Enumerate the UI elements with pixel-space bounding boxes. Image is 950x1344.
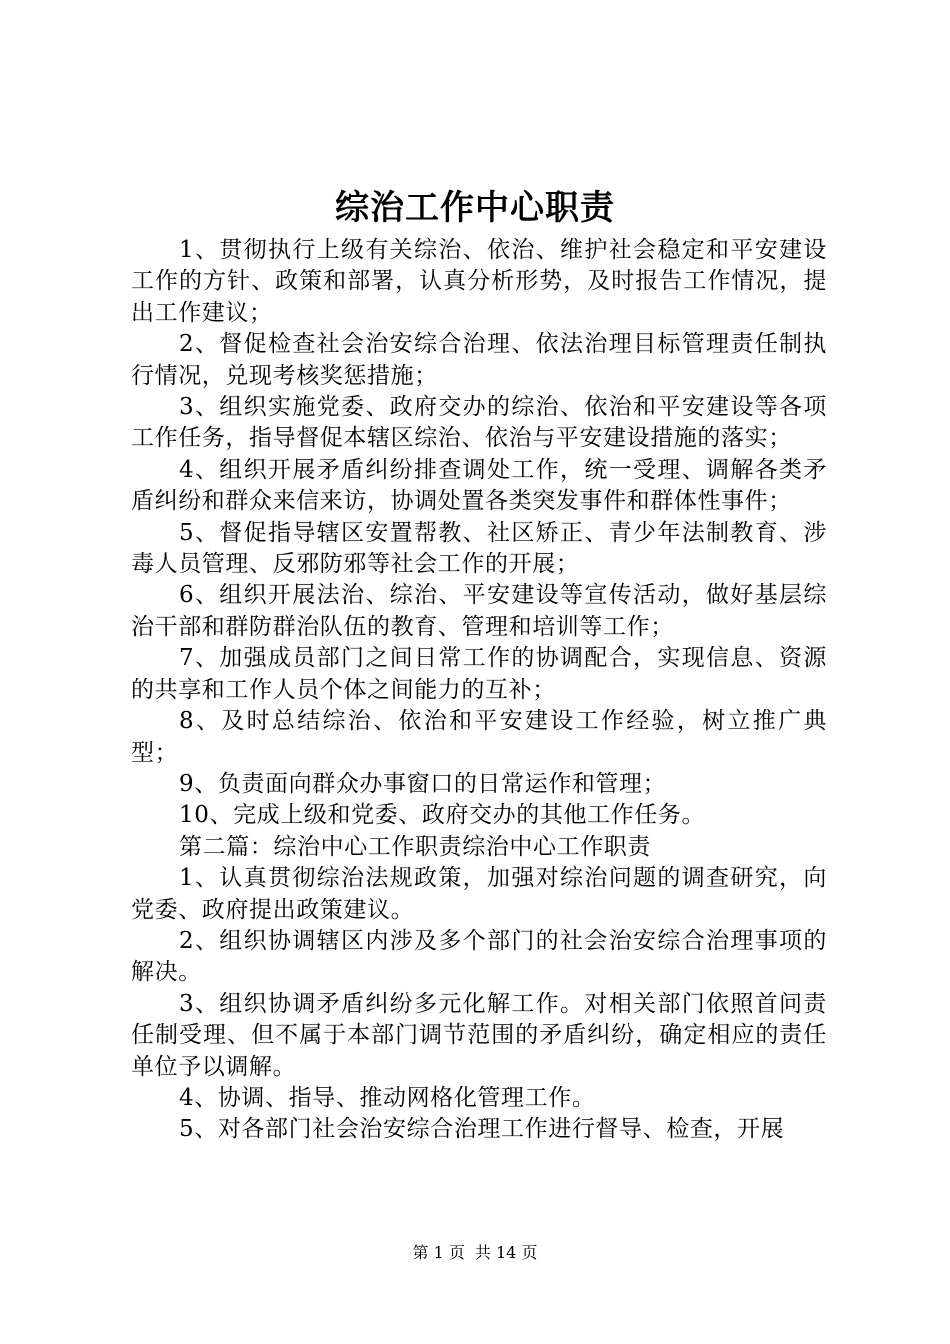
paragraph: 8、及时总结综治、依治和平安建设工作经验，树立推广典型； — [131, 708, 827, 766]
document-body — [131, 235, 827, 1146]
paragraph: 5、督促指导辖区安置帮教、社区矫正、青少年法制教育、涉毒人员管理、反邪防邪等社会工作的开展； — [131, 519, 827, 578]
paragraph: 9、负责面向群众办事窗口的日常运作和管理； — [179, 770, 667, 797]
paragraph: 4、协调、指导、推动网格化管理工作。 — [179, 1084, 596, 1111]
section-heading: 第二篇：综治中心工作职责综治中心工作职责 — [179, 833, 651, 860]
paragraph: 2、督促检查社会治安综合治理、依法治理目标管理责任制执行情况，兑现考核奖惩措施； — [131, 331, 827, 389]
paragraph: 2、组织协调辖区内涉及多个部门的社会治安综合治理事项的解决。 — [131, 927, 827, 986]
paragraph: 10、完成上级和党委、政府交办的其他工作任务。 — [179, 802, 706, 829]
page-total: 共 14 页 — [474, 1243, 538, 1262]
paragraph: 5、对各部门社会治安综合治理工作进行督导、检查，开展 — [179, 1116, 785, 1143]
paragraph: 4、组织开展矛盾纠纷排查调处工作，统一受理、调解各类矛盾纠纷和群众来信来访，协调处置各类突发事件和群体性事件； — [131, 456, 827, 515]
paragraph: 1、贯彻执行上级有关综治、依治、维护社会稳定和平安建设工作的方针、政策和部署，认真分析形势，及时报告工作情况，提出工作建议； — [131, 237, 827, 326]
paragraph: 7、加强成员部门之间日常工作的协调配合，实现信息、资源的共享和工作人员个体之间能力的互补； — [131, 645, 827, 703]
page-footer — [0, 1242, 950, 1264]
page-number: 第 1 页 — [412, 1243, 465, 1262]
paragraph: 3、组织实施党委、政府交办的综治、依治和平安建设等各项工作任务，指导督促本辖区综治、依治与平安建设措施的落实； — [131, 394, 827, 452]
paragraph: 6、组织开展法治、综治、平安建设等宣传活动，做好基层综治干部和群防群治队伍的教育、管理和培训等工作； — [131, 582, 827, 640]
document-title: 综治工作中心职责 — [335, 188, 615, 228]
paragraph: 3、组织协调矛盾纠纷多元化解工作。对相关部门依照首问责任制受理、但不属于本部门调节范围的矛盾纠纷，确定相应的责任单位予以调解。 — [131, 990, 827, 1080]
paragraph: 1、认真贯彻综治法规政策，加强对综治问题的调查研究，向党委、政府提出政策建议。 — [131, 865, 827, 923]
